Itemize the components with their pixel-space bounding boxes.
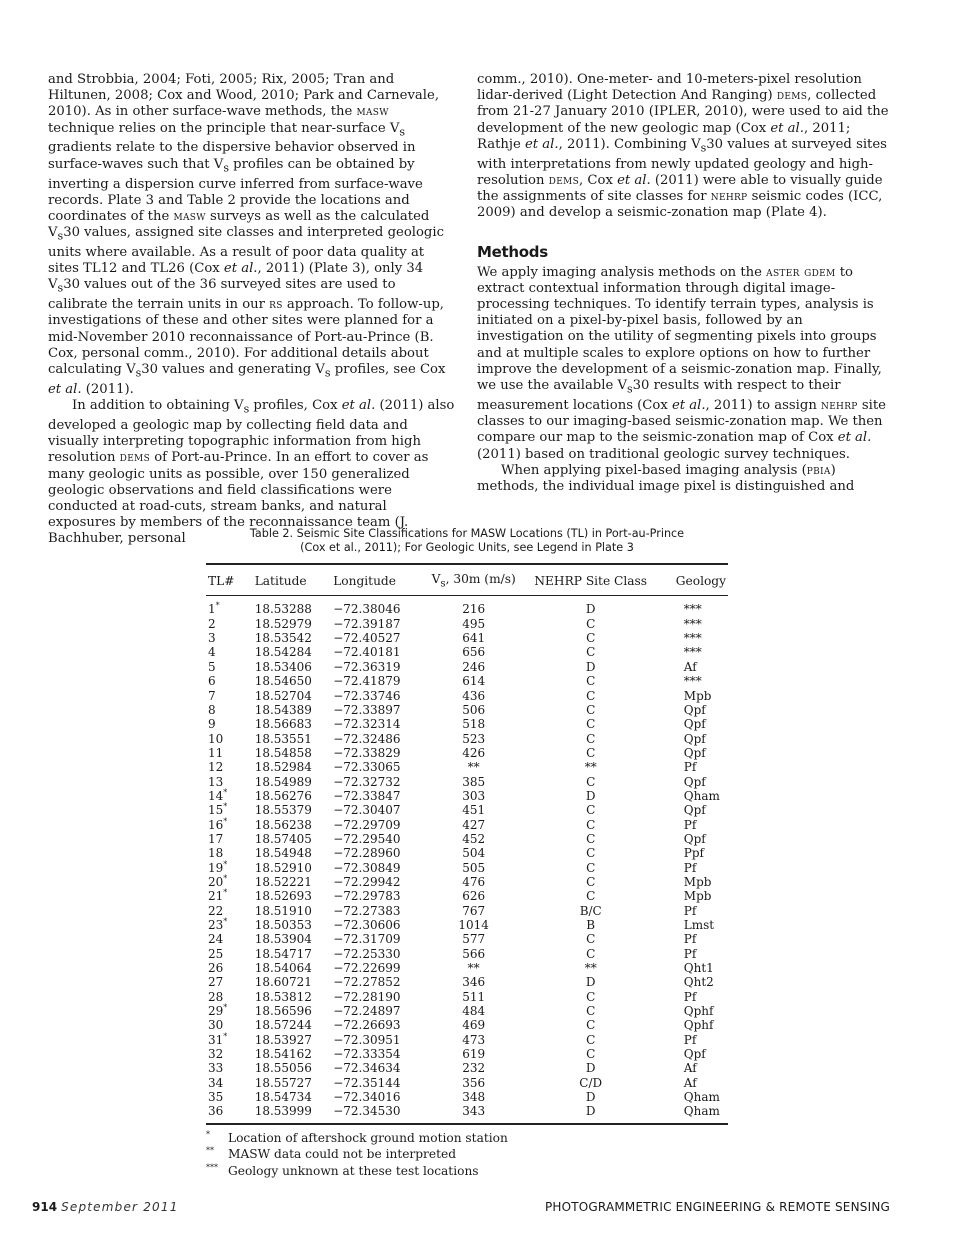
cell-site-class: C [586,1004,596,1019]
cell-vs30: ** [467,760,480,775]
footnote-marker: * [223,1031,228,1041]
cell-geology: Lmst [683,918,715,932]
footnote [206,1164,728,1181]
cell-latitude: 18.53406 [254,659,312,674]
footnote [206,1131,728,1148]
page-footer [32,1200,890,1220]
cell-latitude: 18.53542 [254,631,312,646]
cell-vs30: 303 [462,788,486,803]
table-2 [206,527,728,1180]
cell-tl: 29* [208,1003,228,1019]
table-row [206,717,728,731]
cell-longitude: −72.30407 [333,803,401,818]
cell-latitude: 18.53904 [254,932,312,947]
cell-tl: 9 [208,717,216,732]
issue-date: September 2011 [61,1200,179,1214]
cell-geology: Mpb [683,889,712,904]
cell-vs30: 452 [462,831,486,846]
cell-longitude: −72.33829 [333,745,401,760]
cell-geology: Af [683,1061,697,1076]
cell-site-class: D [585,1061,596,1076]
table-caption-line-1: Table 2. Seismic Site Classifications for MASW Locations (TL) in Port-au-Prince [249,527,685,540]
cell-tl: 30 [208,1018,224,1033]
cell-vs30: 469 [462,1018,486,1033]
cell-site-class: C [586,989,596,1004]
cell-longitude: −72.32486 [333,731,401,746]
cell-geology: Af [683,659,697,674]
cell-latitude: 18.55727 [254,1075,312,1090]
cell-vs30: 473 [462,1032,486,1047]
cell-latitude: 18.53812 [254,989,312,1004]
cell-tl: 15* [208,802,228,818]
header-site-class: NEHRP Site Class [528,564,654,596]
table-row [206,861,728,875]
cell-longitude: −72.25330 [333,946,401,961]
cell-tl: 1* [208,601,220,617]
cell-site-class: C [586,874,596,889]
cell-geology: Mpb [683,874,712,889]
cell-vs30: 518 [462,717,486,732]
cell-longitude: −72.33065 [333,760,401,775]
table-row [206,596,728,617]
cell-vs30: 1014 [458,918,489,932]
cell-latitude: 18.60721 [254,975,312,990]
cell-latitude: 18.52984 [254,760,312,775]
cell-longitude: −72.30849 [333,860,401,875]
cell-vs30: 232 [462,1061,486,1076]
cell-tl: 17 [208,831,224,846]
table-row [206,832,728,846]
cell-latitude: 18.57405 [254,831,312,846]
cell-geology: Qham [683,788,720,803]
cell-site-class: C [586,860,596,875]
cell-longitude: −72.22699 [333,961,401,976]
cell-latitude: 18.53551 [254,731,312,746]
cell-vs30: 216 [462,602,486,617]
table-row [206,904,728,918]
cell-longitude: −72.39187 [333,616,401,631]
cell-vs30: 767 [462,903,486,918]
cell-longitude: −72.31709 [333,932,401,947]
cell-tl: 36 [206,1104,253,1123]
right-text-column [477,72,889,495]
cell-site-class: C [586,774,596,789]
table-row [206,689,728,703]
cell-longitude: −72.30951 [333,1032,401,1047]
cell-vs30: 426 [462,745,486,760]
table-row [206,674,728,688]
cell-geology: Qphf [683,1018,714,1033]
cell-site-class: D [585,788,596,803]
cell-longitude: −72.27852 [333,975,401,990]
cell-latitude: 18.57244 [254,1018,312,1033]
cell-site-class: C [586,1018,596,1033]
footnote [206,1147,728,1164]
cell-site-class: C [586,1047,596,1062]
cell-vs30: 523 [462,731,486,746]
footnote-marker: * [223,802,228,812]
cell-site-class: C [586,831,596,846]
cell-latitude: 18.52693 [254,889,312,904]
cell-vs30: 356 [462,1075,486,1090]
table-row [206,875,728,889]
footnote-marker: * [223,1003,228,1013]
cell-site-class: C [586,946,596,961]
footnote-text: MASW data could not be interpreted [228,1147,457,1162]
table-row [206,775,728,789]
cell-geology: Qpf [683,774,706,789]
section-heading-methods: Methods [477,243,548,262]
cell-geology: Qham [654,1104,728,1123]
table-row [206,732,728,746]
cell-site-class: C/D [579,1075,603,1090]
cell-latitude: 18.52704 [254,688,312,703]
cell-tl: 19* [208,859,228,875]
cell-tl: 12 [208,760,224,775]
cell-longitude: −72.26693 [333,1018,401,1033]
cell-geology: *** [683,645,702,660]
footnote-marker: * [223,787,228,797]
cell-vs30: 385 [462,774,486,789]
cell-site-class: C [586,745,596,760]
cell-vs30: 619 [462,1047,486,1062]
cell-longitude: −72.32732 [333,774,401,789]
cell-site-class: C [586,674,596,689]
cell-tl: 11 [208,745,224,760]
cell-longitude: −72.34530 [331,1104,420,1123]
cell-geology: Qpf [683,731,706,746]
cell-geology: Qpf [683,831,706,846]
cell-tl: 7 [208,688,216,703]
cell-site-class: C [586,889,596,904]
cell-geology: Pf [683,946,697,961]
cell-geology: Qpf [683,1047,706,1062]
table-row [206,975,728,989]
cell-tl: 20* [208,873,228,889]
cell-geology: Qpf [683,745,706,760]
cell-site-class: C [586,645,596,660]
cell-latitude: 18.52979 [254,616,312,631]
cell-geology: Pf [683,932,697,947]
cell-latitude: 18.54717 [254,946,312,961]
cell-latitude: 18.55056 [254,1061,312,1076]
cell-vs30: 614 [462,674,486,689]
cell-vs30: 436 [462,688,486,703]
cell-geology: Qpf [683,803,706,818]
cell-geology: *** [683,602,702,617]
cell-site-class: B/C [579,903,602,918]
cell-site-class: C [586,1032,596,1047]
cell-latitude: 18.53999 [253,1104,332,1123]
cell-tl: 2 [208,616,216,631]
cell-longitude: −72.33897 [333,702,401,717]
cell-longitude: −72.34634 [333,1061,401,1076]
footnote-text: Location of aftershock ground motion station [228,1130,508,1145]
cell-site-class: C [586,702,596,717]
cell-tl: 34 [208,1075,224,1090]
table-row [206,1018,728,1032]
cell-vs30: 348 [462,1090,486,1105]
cell-tl: 22 [208,903,224,918]
table-row [206,803,728,817]
cell-site-class: D [528,1104,654,1123]
cell-site-class: D [585,975,596,990]
cell-geology: Mpb [683,688,712,703]
cell-tl: 33 [208,1061,224,1076]
cell-longitude: −72.29540 [333,831,401,846]
cell-longitude: −72.33746 [333,688,401,703]
cell-latitude: 18.53288 [254,602,312,617]
cell-longitude: −72.29783 [333,889,401,904]
cell-geology: *** [683,616,702,631]
header-tl: TL# [206,564,253,596]
footnote-marker: * [215,601,220,611]
cell-latitude: 18.54064 [254,961,312,976]
cell-latitude: 18.56596 [254,1004,312,1019]
table-row [206,889,728,903]
header-geology: Geology [654,564,728,596]
cell-geology: *** [683,674,702,689]
cell-latitude: 18.54858 [254,745,312,760]
cell-latitude: 18.51910 [254,903,312,918]
cell-tl: 16* [208,816,228,832]
table-caption [206,527,728,555]
cell-tl: 23* [208,917,228,932]
site-classification-table [206,563,728,1125]
table-row [206,645,728,659]
cell-vs30: 566 [462,946,486,961]
cell-longitude: −72.29709 [333,817,401,832]
cell-site-class: C [586,846,596,861]
cell-tl: 28 [208,989,224,1004]
cell-latitude: 18.54734 [254,1090,312,1105]
cell-longitude: −72.41879 [333,674,401,689]
journal-name: PHOTOGRAMMETRIC ENGINEERING & REMOTE SENSING [544,1200,890,1214]
table-row [206,760,728,774]
table-row [206,617,728,631]
cell-vs30: 505 [462,860,486,875]
header-longitude: Longitude [331,564,420,596]
table-footnotes [206,1131,728,1181]
cell-longitude: −72.29942 [333,874,401,889]
cell-longitude: −72.32314 [333,717,401,732]
cell-longitude: −72.28190 [333,989,401,1004]
cell-vs30: 504 [462,846,486,861]
cell-vs30: 484 [462,1004,486,1019]
footnote-marker: * [223,873,228,883]
cell-site-class: C [586,688,596,703]
footnote-marker: * [223,917,228,926]
cell-site-class: C [586,803,596,818]
cell-site-class: D [585,659,596,674]
cell-longitude: −72.34016 [333,1090,401,1105]
cell-geology: *** [683,631,702,646]
cell-longitude: −72.24897 [333,1004,401,1019]
cell-latitude: 18.54650 [254,674,312,689]
table-row [206,789,728,803]
table-row [206,990,728,1004]
cell-site-class: C [586,616,596,631]
page-number: 914 [32,1200,58,1214]
cell-vs30: 577 [462,932,486,947]
footnote-mark: ** [206,1146,214,1156]
cell-tl: 25 [208,946,224,961]
cell-longitude: −72.28960 [333,846,401,861]
header-latitude: Latitude [253,564,332,596]
cell-site-class: ** [584,760,597,775]
cell-geology: Ppf [683,846,704,861]
table-row [206,1076,728,1090]
cell-geology: Pf [683,817,697,832]
footnote-marker: * [223,816,228,826]
cell-longitude: −72.40527 [333,631,401,646]
table-header-row [206,564,728,596]
cell-tl: 6 [208,674,216,689]
cell-geology: Pf [683,903,697,918]
cell-geology: Qpf [683,702,706,717]
cell-geology: Af [683,1075,697,1090]
cell-site-class: D [585,602,596,617]
cell-site-class: C [586,817,596,832]
cell-vs30: 476 [462,874,486,889]
cell-tl: 10 [208,731,224,746]
table-row [206,961,728,975]
cell-longitude: −72.30606 [333,918,401,932]
table-row [206,631,728,645]
cell-vs30: 346 [462,975,486,990]
cell-tl: 13 [208,774,224,789]
left-paragraph-1: and Strobbia, 2004; Foti, 2005; Rix, 2005; Tran and Hiltunen, 2008; Cox and Wood, 2010; Park and Carnevale, 2010). As in other surface-wave methods, the masw technique relies on the principle that near-surface $V_s$ gradients relate to the dispersive behavior observed in surface-waves such that $V_s$ profiles can be obtained by inverting a dispersion curve inferred from surface-wave records. Plate 3 and Table 2 provide the locations and coordinates of the masw surveys as well as the calculated $V_s30$ values, assigned site classes and interpreted geologic units where available. As a result of poor data quality at sites TL12 and TL26 (Cox et al., 2011) (Plate 3), only 34 $V_s30$ values out of the 36 surveyed sites are used to calibrate the terrain units in our rs approach. To follow-up, investigations of these and other sites were planned for a mid-November 2010 reconnaissance of Port-au-Prince (B. Cox, personal comm., 2010). For additional details about calculating $V_s30$ values and generating $V_s$ profiles, see Cox et al. (2011). [48,72,446,397]
cell-latitude: 18.54389 [254,702,312,717]
table-row [206,846,728,860]
cell-vs30: 427 [462,817,486,832]
footnote-text: Geology unknown at these test locations [228,1163,479,1178]
cell-tl: 8 [208,702,216,717]
cell-latitude: 18.52221 [254,874,312,889]
cell-site-class: C [586,631,596,646]
cell-vs30: 246 [462,659,486,674]
table-row [206,818,728,832]
footnote-mark: *** [206,1162,218,1172]
cell-geology: Qphf [683,1004,714,1019]
cell-vs30: 495 [462,616,486,631]
footnote-marker: * [223,859,228,869]
cell-site-class: C [586,717,596,732]
cell-tl: 31* [208,1031,228,1047]
cell-latitude: 18.52910 [254,860,312,875]
table-row [206,918,728,932]
left-paragraph-2: In addition to obtaining $V_s$ profiles, Cox et al. (2011) also developed a geologic map by collecting field data and visually interpreting topographic information from high resolution dems of Port-au-Prince. In an effort to cover as many geologic units as possible, over 150 generalized geologic observations and field classifications were conducted at road-cuts, stream banks, and natural exposures by members of the reconnaissance team (J. Bachhuber, personal [48,398,455,547]
table-row [206,1033,728,1047]
cell-longitude: −72.33847 [333,788,401,803]
cell-geology: Pf [683,1032,697,1047]
cell-tl: 35 [208,1090,224,1105]
cell-longitude: −72.27383 [333,903,401,918]
cell-vs30: 641 [462,631,486,646]
cell-latitude: 18.53927 [254,1032,312,1047]
table-row [206,746,728,760]
cell-latitude: 18.54284 [254,645,312,660]
cell-longitude: −72.33354 [333,1047,401,1062]
cell-latitude: 18.56683 [254,717,312,732]
cell-vs30: ** [467,961,480,976]
cell-geology: Pf [683,860,697,875]
cell-geology: Qpf [683,717,706,732]
cell-tl: 5 [208,659,216,674]
left-text-column [48,72,458,548]
cell-tl: 27 [208,975,224,990]
cell-latitude: 18.54989 [254,774,312,789]
cell-vs30: 451 [462,803,486,818]
cell-latitude: 18.50353 [254,918,312,932]
cell-longitude: −72.38046 [333,602,401,617]
cell-tl: 14* [208,787,228,803]
cell-geology: Qham [683,1090,720,1105]
cell-latitude: 18.54948 [254,846,312,861]
right-paragraph-2: We apply imaging analysis methods on the aster gdem to extract contextual information through digital image-processing techniques. To identify terrain types, analysis is initiated on a pixel-by-pixel basis, followed by an investigation on the utility of segmenting pixels into groups and at multiple scales to explore options on how to further improve the development of a seismic-zonation map. Finally, we use the available $V_s30$ results with respect to their measurement locations (Cox et al., 2011) to assign nehrp site classes to our imaging-based seismic-zonation map. We then compare our map to the seismic-zonation map of Cox et al. (2011) based on traditional geologic survey techniques. [477,264,886,462]
table-row [206,932,728,946]
cell-geology: Qht1 [683,961,714,976]
cell-site-class: C [586,731,596,746]
footer-left [32,1200,179,1214]
table-row [206,1061,728,1075]
table-caption-line-2: (Cox et al., 2011); For Geologic Units, see Legend in Plate 3 [300,541,634,554]
table-row [206,1090,728,1104]
cell-vs30: 656 [462,645,486,660]
cell-tl: 21* [208,888,228,904]
cell-geology: Pf [683,760,697,775]
table-row [206,947,728,961]
cell-tl: 24 [208,932,224,947]
cell-longitude: −72.40181 [333,645,401,660]
cell-tl: 26 [208,961,224,976]
header-vs30: $V_s$, 30m (m/s) [420,564,528,596]
footnote-marker: * [223,888,228,898]
right-paragraph-3: When applying pixel-based imaging analysis (pbia) methods, the individual image pixel is distinguished and [477,462,855,494]
cell-longitude: −72.35144 [333,1075,401,1090]
cell-tl: 18 [208,846,224,861]
cell-vs30: 506 [462,702,486,717]
table-row [206,660,728,674]
cell-geology: Qht2 [683,975,714,990]
cell-site-class: ** [584,961,597,976]
table-row [206,1004,728,1018]
footnote-mark: * [206,1129,210,1139]
cell-site-class: C [586,932,596,947]
cell-tl: 32 [208,1047,224,1062]
cell-site-class: B [586,918,596,932]
cell-tl: 4 [208,645,216,660]
table-row [206,1047,728,1061]
cell-latitude: 18.55379 [254,803,312,818]
table-row [206,703,728,717]
cell-tl: 3 [208,631,216,646]
cell-vs30: 511 [462,989,486,1004]
table-body [206,596,728,1124]
cell-latitude: 18.54162 [254,1047,312,1062]
cell-vs30: 626 [462,889,486,904]
cell-vs30: 343 [420,1104,528,1123]
table-row [206,1104,728,1123]
cell-geology: Pf [683,989,697,1004]
cell-longitude: −72.36319 [333,659,401,674]
cell-site-class: D [585,1090,596,1105]
cell-latitude: 18.56276 [254,788,312,803]
right-paragraph-1: comm., 2010). One-meter- and 10-meters-pixel resolution lidar-derived (Light Detection And Ranging) dems, collected from 21-27 January 2010 (IPLER, 2010), were used to aid the development of the new geologic map (Cox et al., 2011; Rathje et al., 2011). Combining $V_s30$ values at surveyed sites with interpretations from newly updated geology and high-resolution dems, Cox et al. (2011) were able to visually guide the assignments of site classes for nehrp seismic codes (ICC, 2009) and develop a seismic-zonation map (Plate 4). [477,72,889,221]
cell-latitude: 18.56238 [254,817,312,832]
